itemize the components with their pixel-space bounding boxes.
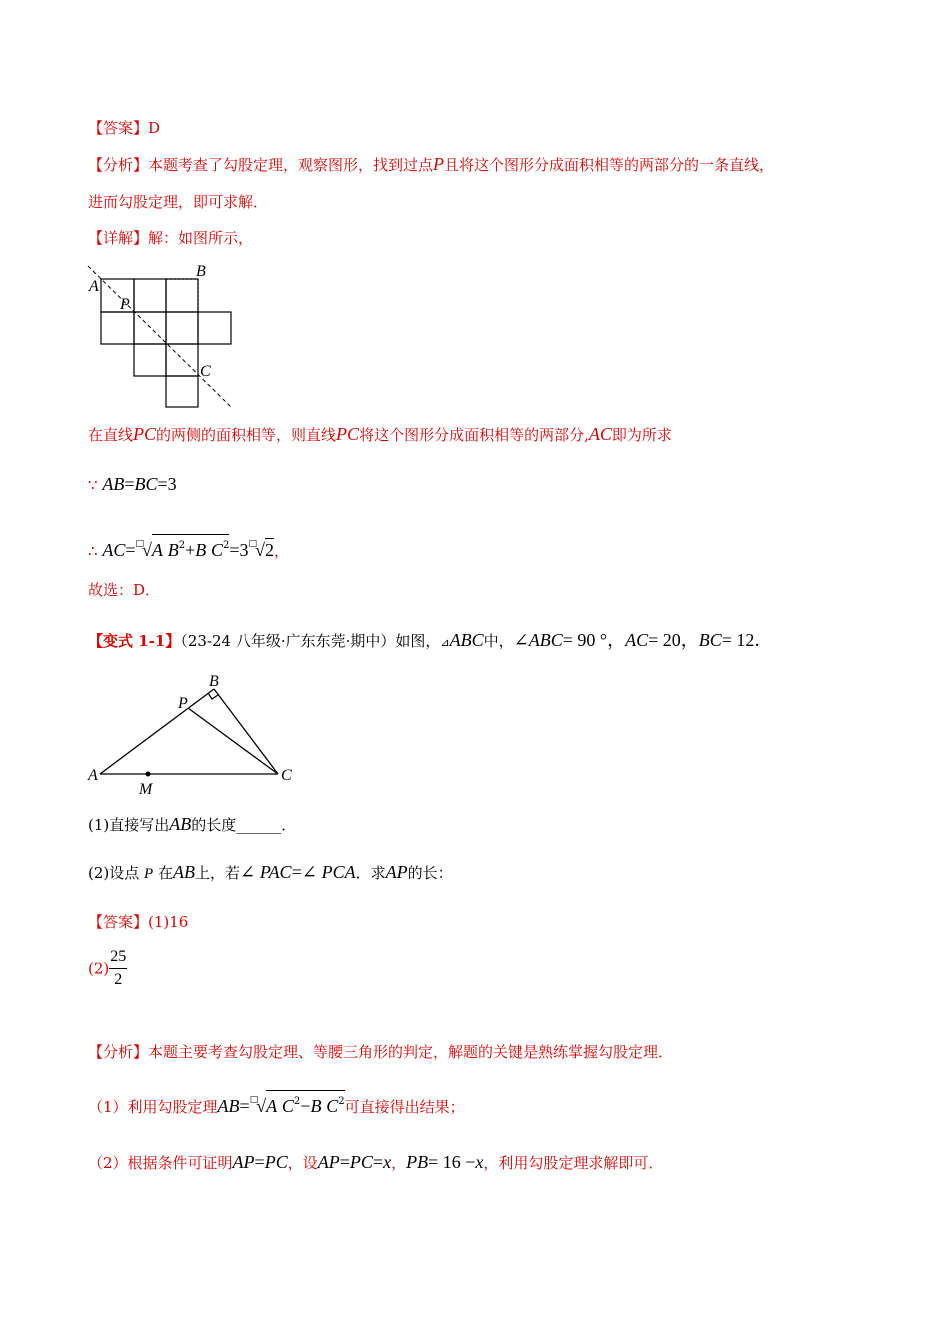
- expression: = 16 −: [428, 1152, 476, 1172]
- angle-symbol: ∠: [301, 862, 317, 882]
- answer-tag: 【答案】: [88, 119, 149, 137]
- segment-ab: AB: [173, 862, 195, 882]
- radical-sign: √: [142, 540, 152, 560]
- detail-line: [88, 228, 253, 248]
- segment-bc: BC: [134, 474, 158, 494]
- answer-tag: 【答案】: [88, 913, 149, 931]
- root-index: □: [248, 539, 258, 549]
- explain-line: [88, 424, 672, 445]
- because-symbol: ∵: [88, 476, 98, 494]
- label-b: B: [209, 673, 219, 690]
- segment-pb: PB: [406, 1152, 429, 1172]
- radical-sign: √: [256, 1096, 267, 1116]
- var: B: [310, 1096, 322, 1116]
- line-pc: PC: [133, 424, 157, 444]
- text: 的长：: [407, 864, 453, 882]
- text: 在直线: [88, 426, 134, 444]
- exponent: 2: [223, 540, 230, 551]
- var-x: x: [475, 1152, 484, 1172]
- analysis-line-1: [88, 154, 774, 175]
- analysis-tag: 【分析】: [88, 156, 149, 174]
- var-x: x: [383, 1152, 392, 1172]
- analysis-tag: 【分析】: [88, 1043, 149, 1061]
- comma: ，: [273, 542, 289, 560]
- question-1: [88, 814, 296, 835]
- var: C: [326, 1096, 339, 1116]
- var: A: [266, 1096, 278, 1116]
- fraction: [109, 946, 127, 991]
- segment-pc: PC: [264, 1152, 288, 1172]
- segment-ab: AB: [102, 474, 125, 494]
- answer2b-line: [88, 946, 127, 991]
- segment-ac: AC: [102, 540, 126, 560]
- exponent: 2: [178, 540, 186, 551]
- radical-sign: √: [255, 540, 265, 560]
- detail-tag: 【详解】: [88, 229, 149, 247]
- var: C: [281, 1096, 294, 1116]
- text: 在: [157, 864, 173, 882]
- segment-ab: AB: [169, 814, 192, 834]
- segment-bc: BC: [698, 630, 722, 650]
- angle-value: = 90 °，: [562, 630, 626, 650]
- step-1: [88, 1090, 465, 1117]
- value: 3: [167, 474, 177, 494]
- analysis-text: 本题考查了勾股定理，观察图形，找到过点: [148, 156, 434, 174]
- diagonal-line-ac: [88, 266, 232, 408]
- grid-cell: [166, 376, 198, 407]
- grid-cell: [166, 344, 198, 376]
- grid-cell: [134, 344, 166, 376]
- text: 即为所求: [611, 426, 672, 444]
- segment-ap: AP: [385, 862, 408, 882]
- text: ．求: [355, 864, 386, 882]
- grid-cell: [134, 312, 166, 344]
- exponent: 2: [338, 1096, 345, 1107]
- detail-text: 解：如图所示，: [148, 229, 254, 247]
- ac-value: = 20，: [648, 630, 699, 650]
- text: (2)设点: [88, 864, 140, 882]
- right-angle-mark: [208, 693, 218, 699]
- label-m: M: [139, 781, 153, 798]
- coefficient: 3: [239, 540, 249, 560]
- var: B: [195, 540, 207, 560]
- answer-blank[interactable]: ______: [236, 816, 282, 834]
- triangle-figure: [82, 672, 312, 802]
- analysis-text: 本题主要考查勾股定理、等腰三角形的判定，解题的关键是熟练掌握勾股定理．: [148, 1043, 674, 1061]
- analysis-text: 且将这个图形分成面积相等的两部分的一条直线，: [444, 156, 775, 174]
- denominator: 2: [114, 971, 123, 988]
- because-line: [88, 474, 177, 495]
- grid-cell: [166, 279, 198, 312]
- equals: =: [372, 1152, 384, 1172]
- angle-symbol: ∠: [240, 862, 256, 882]
- exponent: 2: [293, 1096, 301, 1107]
- angle-symbol: ∠: [513, 630, 529, 650]
- equals: =: [239, 1096, 250, 1116]
- text: 中，: [483, 632, 514, 650]
- equals: =: [157, 474, 168, 494]
- step-2: [88, 1152, 663, 1173]
- line-ac: AC: [588, 424, 612, 444]
- answer-line: [88, 118, 160, 138]
- text: （2）根据条件可证明: [88, 1154, 233, 1172]
- radicand: 2: [264, 540, 274, 560]
- point-p: P: [144, 866, 154, 882]
- answer-value: D: [148, 119, 161, 137]
- label-c: C: [281, 767, 292, 784]
- segment-ap: AP: [232, 1152, 255, 1172]
- equals: =: [291, 862, 302, 882]
- text: ．: [281, 816, 297, 834]
- angle-abc: ABC: [528, 630, 563, 650]
- text: 上，若: [195, 864, 241, 882]
- angle-pac: PAC: [259, 862, 292, 882]
- var: C: [211, 540, 224, 560]
- text: (1)直接写出: [88, 816, 170, 834]
- variant-source: （23-24 八年级·广东东莞·期中）如图，: [180, 632, 441, 650]
- text: 的两侧的面积相等，则直线: [156, 426, 337, 444]
- root-index: □: [249, 1095, 259, 1105]
- grid-cell: [198, 312, 231, 344]
- angle-pca: PCA: [321, 862, 356, 882]
- label-a: A: [88, 767, 98, 784]
- equals: =: [339, 1152, 350, 1172]
- text: 将这个图形分成面积相等的两部分,: [359, 426, 589, 444]
- equals: =: [125, 540, 136, 560]
- therefore-line: [88, 534, 289, 561]
- text: （1）利用勾股定理: [88, 1098, 218, 1116]
- variant-line: [88, 630, 772, 653]
- equals: =: [254, 1152, 265, 1172]
- line-pc: PC: [336, 424, 360, 444]
- side-ab: [100, 689, 214, 774]
- label-p: P: [178, 695, 188, 712]
- segment-ap: AP: [317, 1152, 340, 1172]
- var: A: [151, 540, 163, 560]
- text: ，设: [287, 1154, 318, 1172]
- label-c: C: [200, 363, 211, 380]
- answer2-line: [88, 912, 188, 932]
- numerator: 25: [109, 946, 127, 969]
- text: 可直接得出结果；: [344, 1098, 465, 1116]
- analysis2-line: [88, 1042, 673, 1062]
- therefore-symbol: ∴: [88, 542, 98, 560]
- label-b: B: [196, 263, 206, 280]
- minus: −: [300, 1096, 311, 1116]
- var: B: [167, 540, 179, 560]
- triangle-symbol: ⊿: [440, 636, 450, 649]
- analysis-line-2: 进而勾股定理，即可求解．: [88, 193, 269, 211]
- answer-label: (2): [88, 959, 110, 978]
- radicand: [266, 1090, 345, 1117]
- text: ，: [391, 1154, 407, 1172]
- grid-cell: [101, 312, 134, 344]
- question-2: [88, 862, 453, 884]
- segment-ab: AB: [217, 1096, 240, 1116]
- radicand: [152, 534, 229, 561]
- point-p: P: [433, 154, 445, 174]
- answer-value: (1)16: [148, 913, 189, 931]
- bc-value: = 12．: [721, 630, 773, 650]
- equals: =: [229, 540, 240, 560]
- segment-ac: AC: [625, 630, 649, 650]
- root-index: □: [135, 539, 145, 549]
- label-p: P: [120, 296, 130, 313]
- segment-pc: PC: [349, 1152, 373, 1172]
- segment-pc: [188, 708, 278, 774]
- plus: +: [185, 540, 196, 560]
- text: 的长度: [191, 816, 237, 834]
- variant-tag: 【变式 1-1】: [88, 632, 181, 650]
- equals: =: [124, 474, 135, 494]
- choice-line: 故选：D．: [88, 581, 161, 599]
- triangle-abc: ABC: [449, 630, 484, 650]
- text: ，利用勾股定理求解即可．: [483, 1154, 664, 1172]
- point-m: [146, 772, 151, 777]
- side-bc: [214, 689, 278, 774]
- grid-figure: [80, 258, 250, 418]
- grid-cell: [134, 279, 166, 312]
- label-a: A: [89, 278, 99, 295]
- grid-cell: [166, 312, 198, 344]
